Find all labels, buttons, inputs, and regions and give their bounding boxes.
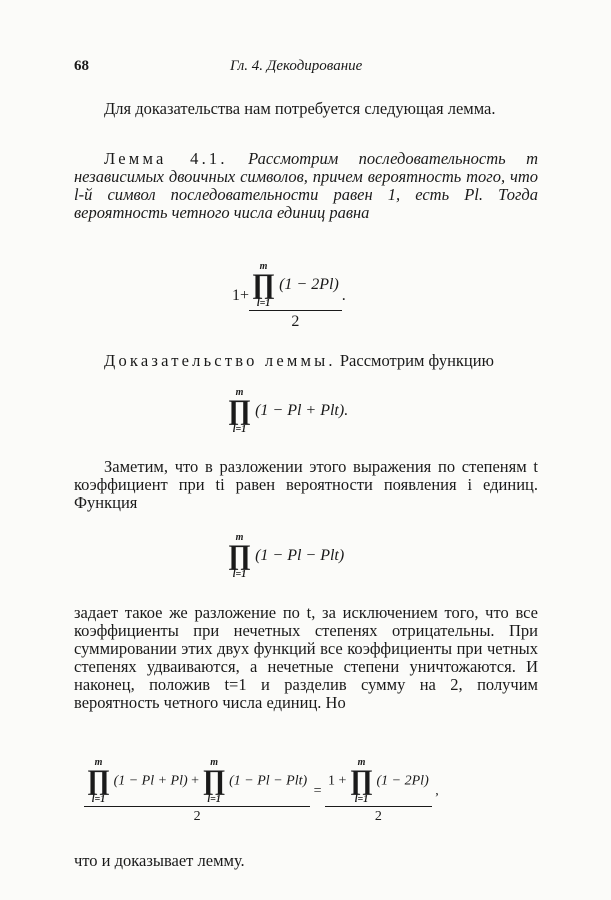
product-operator [228, 533, 251, 580]
product-symbol: ∏ [228, 540, 252, 571]
fraction-right-numerator [325, 758, 432, 807]
lemma-paragraph [74, 150, 538, 222]
product-operator [203, 758, 226, 805]
product-symbol: ∏ [87, 765, 111, 796]
fraction-left-numerator [84, 758, 310, 807]
product-factor: (1 − 2Pl) [279, 275, 339, 293]
product-symbol: ∏ [349, 765, 374, 796]
fraction-left-denominator: 2 [193, 808, 201, 824]
proof-paragraph-3: задает такое же разложение по t, за исключением того, что все коэффициенты при нечетных степенях отрицательны. При суммировании этих двух функций все коэффициенты при четных степенях удваиваются, а нечетные степени уничтожаются. И наконец, положив t=1 и разделив сумму на 2, получим вероятность четного числа единиц. Но [74, 603, 538, 712]
product-symbol: ∏ [202, 765, 226, 796]
lemma-label: Лемма 4.1. [104, 149, 228, 168]
product-upper-limit: m [235, 532, 244, 543]
formula-period: . [341, 286, 346, 304]
formula-comma: , [435, 783, 439, 799]
product-upper-limit: m [357, 757, 366, 768]
product-lower-limit: l=1 [232, 568, 247, 580]
product-upper-limit: m [94, 757, 103, 768]
product-factor: (1 − Pl − Plt) [229, 773, 308, 789]
product-upper-limit: m [235, 387, 244, 398]
product-lower-limit: l=1 [91, 793, 106, 805]
lemma-statement: Рассмотрим последовательность m независимых двоичных символов, причем вероятность того, что l-й символ последовательности равен 1, есть Pl. Тогда вероятность четного числа единиц равна [74, 149, 538, 222]
formula-generating-function [228, 388, 348, 435]
formula-plus: + [240, 286, 250, 304]
formula-plus: + [338, 773, 347, 789]
formula-even-probability [232, 262, 346, 331]
fraction-left [84, 758, 310, 825]
product-upper-limit: m [210, 757, 218, 768]
product-factor: (1 − Pl − Plt) [255, 546, 345, 564]
proof-paragraph-2: Заметим, что в разложении этого выражения по степеням t коэффициент при ti равен вероятности появления i единиц. Функция [74, 457, 538, 512]
proof-text-1: Рассмотрим функцию [339, 351, 494, 370]
proof-conclusion: что и доказывает лемму. [74, 851, 245, 870]
product-factor: (1 − Pl + Plt). [255, 401, 349, 419]
product-operator [252, 262, 275, 309]
fraction-numerator [249, 262, 342, 311]
product-lower-limit: l=1 [256, 297, 271, 309]
formula-equals: = [313, 783, 322, 799]
fraction-right-denominator: 2 [374, 808, 382, 824]
product-lower-limit: l=1 [354, 793, 369, 805]
formula-one: 1 [328, 773, 336, 789]
product-symbol: ∏ [252, 269, 276, 300]
formula-one: 1 [232, 286, 240, 304]
product-upper-limit: m [259, 261, 268, 272]
page-number: 68 [74, 58, 89, 74]
formula-alternate-function [228, 533, 344, 580]
intro-paragraph: Для доказательства нам потребуется следующая лемма. [104, 99, 496, 118]
running-head: Гл. 4. Декодирование [230, 58, 363, 74]
product-lower-limit: l=1 [232, 423, 247, 435]
proof-paragraph-1 [74, 352, 538, 370]
fraction-denominator: 2 [291, 312, 300, 330]
fraction-right [325, 758, 432, 825]
product-factor: (1 − 2Pl) [376, 773, 429, 789]
formula-final-identity [84, 758, 439, 825]
product-factor: (1 − Pl + Pl) [113, 773, 188, 789]
product-operator [87, 758, 110, 805]
product-operator [350, 758, 373, 805]
proof-label: Доказательство леммы. [104, 351, 336, 370]
product-operator [228, 388, 251, 435]
product-lower-limit: l=1 [207, 793, 221, 805]
formula-plus: + [191, 773, 200, 789]
product-symbol: ∏ [228, 395, 252, 426]
fraction [249, 262, 342, 331]
